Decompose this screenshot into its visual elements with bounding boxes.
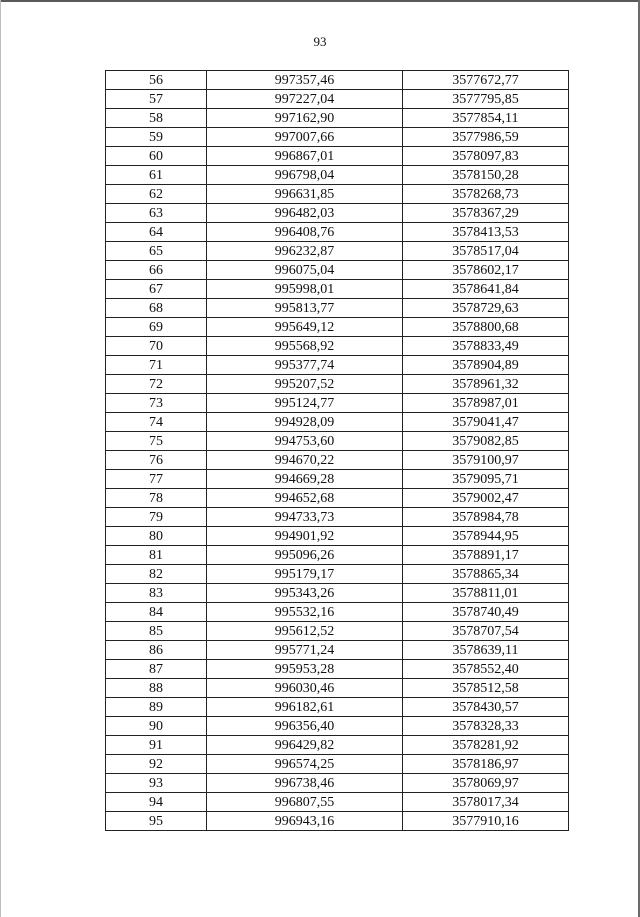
y-coordinate-cell: 3578281,92 <box>403 736 569 755</box>
point-number-cell: 84 <box>106 603 207 622</box>
y-coordinate-cell: 3578097,83 <box>403 147 569 166</box>
point-number-cell: 78 <box>106 489 207 508</box>
x-coordinate-cell: 996030,46 <box>207 679 403 698</box>
point-number-cell: 72 <box>106 375 207 394</box>
table-row <box>106 280 569 299</box>
y-coordinate-cell: 3577854,11 <box>403 109 569 128</box>
x-coordinate-cell: 995179,17 <box>207 565 403 584</box>
y-coordinate-cell: 3578641,84 <box>403 280 569 299</box>
point-number-cell: 64 <box>106 223 207 242</box>
x-coordinate-cell: 994670,22 <box>207 451 403 470</box>
table-row <box>106 261 569 280</box>
table-row <box>106 204 569 223</box>
table-row <box>106 109 569 128</box>
y-coordinate-cell: 3578512,58 <box>403 679 569 698</box>
point-number-cell: 85 <box>106 622 207 641</box>
point-number-cell: 77 <box>106 470 207 489</box>
table-row <box>106 451 569 470</box>
table-row <box>106 90 569 109</box>
page-number: 93 <box>313 34 327 49</box>
y-coordinate-cell: 3578552,40 <box>403 660 569 679</box>
y-coordinate-cell: 3577986,59 <box>403 128 569 147</box>
table-row <box>106 375 569 394</box>
x-coordinate-cell: 996867,01 <box>207 147 403 166</box>
table-row <box>106 812 569 831</box>
point-number-cell: 61 <box>106 166 207 185</box>
table-row <box>106 736 569 755</box>
point-number-cell: 90 <box>106 717 207 736</box>
x-coordinate-cell: 995377,74 <box>207 356 403 375</box>
point-number-cell: 65 <box>106 242 207 261</box>
point-number-cell: 76 <box>106 451 207 470</box>
x-coordinate-cell: 997007,66 <box>207 128 403 147</box>
y-coordinate-cell: 3577910,16 <box>403 812 569 831</box>
table-row <box>106 413 569 432</box>
table-row <box>106 508 569 527</box>
point-number-cell: 69 <box>106 318 207 337</box>
point-number-cell: 79 <box>106 508 207 527</box>
table-row <box>106 242 569 261</box>
table-row <box>106 565 569 584</box>
x-coordinate-cell: 996631,85 <box>207 185 403 204</box>
x-coordinate-cell: 995124,77 <box>207 394 403 413</box>
table-row <box>106 299 569 318</box>
x-coordinate-cell: 996429,82 <box>207 736 403 755</box>
y-coordinate-cell: 3577672,77 <box>403 71 569 90</box>
x-coordinate-cell: 994928,09 <box>207 413 403 432</box>
table-row <box>106 774 569 793</box>
y-coordinate-cell: 3578602,17 <box>403 261 569 280</box>
point-number-cell: 94 <box>106 793 207 812</box>
table-row <box>106 755 569 774</box>
y-coordinate-cell: 3578904,89 <box>403 356 569 375</box>
x-coordinate-cell: 995998,01 <box>207 280 403 299</box>
y-coordinate-cell: 3578800,68 <box>403 318 569 337</box>
point-number-cell: 93 <box>106 774 207 793</box>
x-coordinate-cell: 995953,28 <box>207 660 403 679</box>
y-coordinate-cell: 3579002,47 <box>403 489 569 508</box>
point-number-cell: 81 <box>106 546 207 565</box>
table-row <box>106 641 569 660</box>
point-number-cell: 66 <box>106 261 207 280</box>
x-coordinate-cell: 995771,24 <box>207 641 403 660</box>
table-row <box>106 698 569 717</box>
y-coordinate-cell: 3578017,34 <box>403 793 569 812</box>
y-coordinate-cell: 3578069,97 <box>403 774 569 793</box>
table-row <box>106 793 569 812</box>
x-coordinate-cell: 996943,16 <box>207 812 403 831</box>
x-coordinate-cell: 997357,46 <box>207 71 403 90</box>
table-row <box>106 356 569 375</box>
point-number-cell: 57 <box>106 90 207 109</box>
table-row <box>106 527 569 546</box>
y-coordinate-cell: 3579100,97 <box>403 451 569 470</box>
table-row <box>106 394 569 413</box>
x-coordinate-cell: 995532,16 <box>207 603 403 622</box>
x-coordinate-cell: 994901,92 <box>207 527 403 546</box>
x-coordinate-cell: 996356,40 <box>207 717 403 736</box>
x-coordinate-cell: 995612,52 <box>207 622 403 641</box>
table-row <box>106 660 569 679</box>
x-coordinate-cell: 996807,55 <box>207 793 403 812</box>
point-number-cell: 80 <box>106 527 207 546</box>
y-coordinate-cell: 3578268,73 <box>403 185 569 204</box>
point-number-cell: 95 <box>106 812 207 831</box>
x-coordinate-cell: 996738,46 <box>207 774 403 793</box>
point-number-cell: 56 <box>106 71 207 90</box>
y-coordinate-cell: 3578811,01 <box>403 584 569 603</box>
table-row <box>106 318 569 337</box>
table-row <box>106 71 569 90</box>
y-coordinate-cell: 3578186,97 <box>403 755 569 774</box>
y-coordinate-cell: 3578961,32 <box>403 375 569 394</box>
point-number-cell: 74 <box>106 413 207 432</box>
x-coordinate-cell: 995813,77 <box>207 299 403 318</box>
x-coordinate-cell: 995207,52 <box>207 375 403 394</box>
y-coordinate-cell: 3578150,28 <box>403 166 569 185</box>
x-coordinate-cell: 995649,12 <box>207 318 403 337</box>
point-number-cell: 75 <box>106 432 207 451</box>
point-number-cell: 58 <box>106 109 207 128</box>
y-coordinate-cell: 3577795,85 <box>403 90 569 109</box>
y-coordinate-cell: 3578517,04 <box>403 242 569 261</box>
y-coordinate-cell: 3579041,47 <box>403 413 569 432</box>
point-number-cell: 88 <box>106 679 207 698</box>
point-number-cell: 86 <box>106 641 207 660</box>
table-row <box>106 147 569 166</box>
x-coordinate-cell: 996182,61 <box>207 698 403 717</box>
table-row <box>106 337 569 356</box>
y-coordinate-cell: 3578987,01 <box>403 394 569 413</box>
table-row <box>106 489 569 508</box>
x-coordinate-cell: 994652,68 <box>207 489 403 508</box>
x-coordinate-cell: 996232,87 <box>207 242 403 261</box>
y-coordinate-cell: 3579095,71 <box>403 470 569 489</box>
x-coordinate-cell: 997162,90 <box>207 109 403 128</box>
x-coordinate-cell: 995568,92 <box>207 337 403 356</box>
x-coordinate-cell: 996798,04 <box>207 166 403 185</box>
y-coordinate-cell: 3578413,53 <box>403 223 569 242</box>
x-coordinate-cell: 994753,60 <box>207 432 403 451</box>
table-row <box>106 546 569 565</box>
y-coordinate-cell: 3578865,34 <box>403 565 569 584</box>
coordinates-table <box>105 70 569 831</box>
y-coordinate-cell: 3578984,78 <box>403 508 569 527</box>
x-coordinate-cell: 996075,04 <box>207 261 403 280</box>
table-row <box>106 185 569 204</box>
point-number-cell: 60 <box>106 147 207 166</box>
table-row <box>106 128 569 147</box>
table-row <box>106 223 569 242</box>
point-number-cell: 68 <box>106 299 207 318</box>
y-coordinate-cell: 3579082,85 <box>403 432 569 451</box>
x-coordinate-cell: 997227,04 <box>207 90 403 109</box>
coordinates-table-body <box>106 71 569 831</box>
point-number-cell: 82 <box>106 565 207 584</box>
y-coordinate-cell: 3578707,54 <box>403 622 569 641</box>
point-number-cell: 92 <box>106 755 207 774</box>
point-number-cell: 91 <box>106 736 207 755</box>
point-number-cell: 62 <box>106 185 207 204</box>
point-number-cell: 71 <box>106 356 207 375</box>
point-number-cell: 67 <box>106 280 207 299</box>
x-coordinate-cell: 996482,03 <box>207 204 403 223</box>
x-coordinate-cell: 995096,26 <box>207 546 403 565</box>
point-number-cell: 70 <box>106 337 207 356</box>
y-coordinate-cell: 3578639,11 <box>403 641 569 660</box>
point-number-cell: 63 <box>106 204 207 223</box>
x-coordinate-cell: 996408,76 <box>207 223 403 242</box>
scan-edge-top <box>0 0 640 2</box>
table-row <box>106 717 569 736</box>
x-coordinate-cell: 994669,28 <box>207 470 403 489</box>
point-number-cell: 83 <box>106 584 207 603</box>
scan-edge-left <box>0 0 1 917</box>
table-row <box>106 470 569 489</box>
x-coordinate-cell: 994733,73 <box>207 508 403 527</box>
table-row <box>106 622 569 641</box>
y-coordinate-cell: 3578833,49 <box>403 337 569 356</box>
y-coordinate-cell: 3578891,17 <box>403 546 569 565</box>
table-row <box>106 166 569 185</box>
point-number-cell: 59 <box>106 128 207 147</box>
point-number-cell: 73 <box>106 394 207 413</box>
y-coordinate-cell: 3578328,33 <box>403 717 569 736</box>
x-coordinate-cell: 996574,25 <box>207 755 403 774</box>
table-row <box>106 603 569 622</box>
y-coordinate-cell: 3578430,57 <box>403 698 569 717</box>
table-row <box>106 584 569 603</box>
table-row <box>106 432 569 451</box>
y-coordinate-cell: 3578367,29 <box>403 204 569 223</box>
point-number-cell: 89 <box>106 698 207 717</box>
y-coordinate-cell: 3578729,63 <box>403 299 569 318</box>
y-coordinate-cell: 3578740,49 <box>403 603 569 622</box>
x-coordinate-cell: 995343,26 <box>207 584 403 603</box>
table-row <box>106 679 569 698</box>
point-number-cell: 87 <box>106 660 207 679</box>
y-coordinate-cell: 3578944,95 <box>403 527 569 546</box>
